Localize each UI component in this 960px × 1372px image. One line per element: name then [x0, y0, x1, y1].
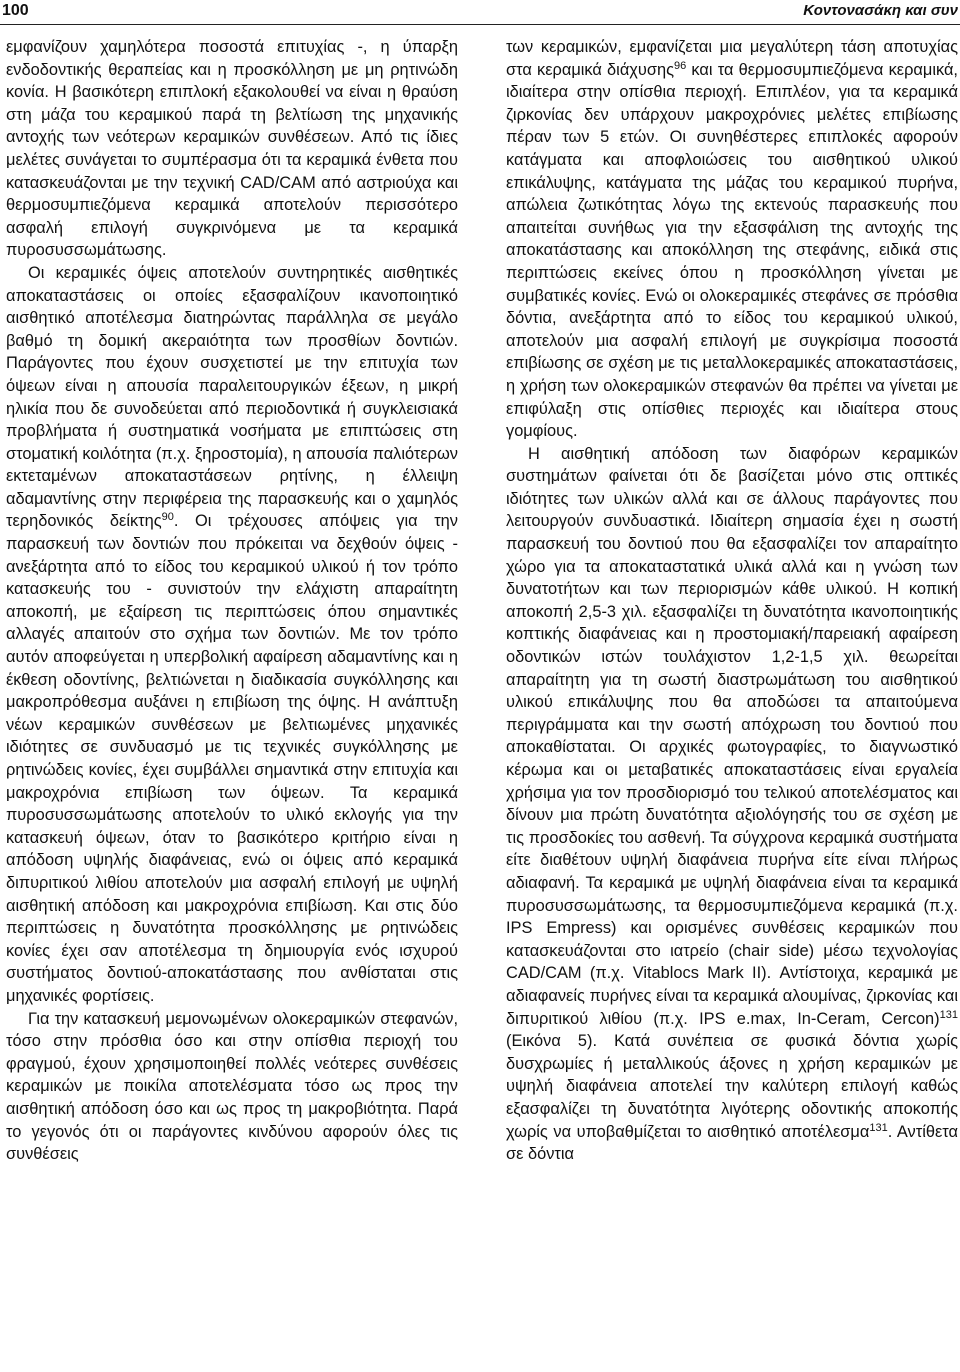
- left-paragraph-2-text-b: . Οι τρέχουσες απόψεις για την παρασκευή των δοντιών που πρόκειται να δεχθούν όψεις - ανεξάρτητα από το είδος του κεραμικού υλικού ή τον τρόπο κατασκευής του - συνιστούν την ελάχιστη απαραίτητη αποκοπή, με εξαίρεση τις περιπτώσεις όπου σημαντικές αλλαγές απαιτούν στο σχήμα των δοντιών. Με τον τρόπο αυτόν αποφεύγεται η υπερβολική αφαίρεση αδαμαντίνης και η έκθεση οδοντίνης, βελτιώνεται η διαδικασία συγκόλλησης και μακροπρόθεσμα αυξάνει η επιβίωση της όψης. Η ανάπτυξη νέων κεραμικών συνθέσεων με βελτιωμένες μηχανικές ιδιότητες σε συνδυασμό με τις τεχνικές συγκόλλησης με ρητινώδεις κονίες, έχει συμβάλλει σημαντικά στην επιτυχία και μακροχρόνια επιβίωση των όψεων. Τα κεραμικά πυροσυσσωμάτωσης αποτελούν το υλικό εκλογής για την κατασκευή όψεων, όταν το βασικότερο κριτήριο είναι η απόδοση υψηλής διαφάνειας, ενώ οι όψεις από κεραμικά διπυριτικού λιθίου αποτελούν μια ασφαλή επιλογή με υψηλή αισθητική απόδοση και μακροχρόνια επιβίωση. Και στις δύο περιπτώσεις η δυνατότητα προσκόλλησης με ρητινώδεις κονίες έχει σαν αποτέλεσμα τη δημιουργία ενός ισχυρού συστήματος δοντιού-αποκατάστασης που ανθίσταται στις μηχανικές φορτίσεις.: [6, 512, 458, 1005]
- page-number: 100: [2, 2, 29, 19]
- right-paragraph-1-text-b: και τα θερμοσυμπιεζόμενα κεραμικά, ιδιαίτερα στην οπίσθια περιοχή. Επιπλέον, για τα κεραμικά ζιρκονίας δεν υπάρχουν μακροχρόνιες μελέτες επιβίωσης πέραν των 5 ετών. Οι συνηθέστερες επιπλοκές αφορούν κατάγματα και αποφλοιώσεις του αισθητικού υλικού επικάλυψης, κατάγματα της μάζας του κεραμικού πυρήνα, απώλεια ζωτικότητας λόγω της εκτενούς παρασκευής που απαιτείται συνήθως για την εξασφάλιση της αντοχής της αποκατάστασης και αποκόλληση της στεφάνης, ειδικά στις περιπτώσεις εκείνες όπου η προσκόλληση γίνεται με συμβατικές κονίες. Ενώ οι ολοκεραμικές στεφάνες σε πρόσθια δόντια, ανεξάρτητα από το είδος του κεραμικού υλικού, αποτελούν μια ασφαλή επιλογή με συγκρίσιμα ποσοστά επιβίωσης σε σχέση με τις μεταλλοκεραμικές αποκαταστάσεις, η χρήση των ολοκεραμικών στεφανών θα πρέπει να γίνεται με επιφύλαξη στις οπίσθιες περιοχές και ιδιαίτερα στους γομφίους.: [506, 60, 958, 441]
- left-paragraph-2: [6, 262, 458, 1008]
- right-paragraph-1-text-a: των κεραμικών, εμφανίζεται μια μεγαλύτερη τάση αποτυχίας στα κεραμικά διάχυσης: [506, 38, 958, 79]
- reference-superscript: 131: [939, 1008, 958, 1021]
- left-paragraph-1: εμφανίζουν χαμηλότερα ποσοστά επιτυχίας -, η ύπαρξη ενδοδοντικής θεραπείας και η προσκόλληση με μη ρητινώδη κονία. Η βασικότερη επιπλοκή εξακολουθεί να είναι η θραύση στη μάζα του κεραμικού παρά τη βελτίωση της μηχανικής αντοχής των νεότερων κεραμικών συνθέσεων. Από τις ίδιες μελέτες συνάγεται το συμπέρασμα ότι τα κεραμικά ένθετα που κατασκευάζονται με την τεχνική CAD/CAM από αστριούχα και θερμοσυμπιεζόμενα κεραμικά αποτελούν περισσότερο ασφαλή επιλογή συγκρινόμενα με τα κεραμικά πυροσυσσωμάτωσης.: [6, 38, 458, 260]
- reference-superscript: 131: [869, 1121, 888, 1134]
- right-paragraph-2-text-a: Η αισθητική απόδοση των διαφόρων κεραμικών συστημάτων φαίνεται ότι δε βασίζεται μόνο στις οπτικές ιδιότητες των υλικών αλλά και σε άλλους παράγοντες που λειτουργούν συνδυαστικά. Ιδιαίτερη σημασία έχει η σωστή παρασκευή του δοντιού που θα εξασφαλίζει τον απαραίτητο χώρο για τα αποκαταστατικά υλικά αλλά και η γνώση των δυνατοτήτων και των περιορισμών κάθε υλικού. Η κοπική αποκοπή 2,5-3 χιλ. εξασφαλίζει τη δυνατότητα ικανοποιητικής κοπτικής διαφάνειας και η προστομιακή/παρειακή αφαίρεση οδοντικών ιστών τουλάχιστον 1,2-1,5 χιλ. θεωρείται απαραίτητη για τη σωστή διαστρωμάτωση του αισθητικού υλικού επικάλυψης που θα αποδώσει τα απαιτούμενα περιγράμματα και την σωστή απόχρωση του δοντιού που αποκαθίσταται. Οι αρχικές φωτογραφίες, το διαγνωστικό κέρωμα και οι μεταβατικές αποκαταστάσεις είναι εργαλεία χρήσιμα για τον προσδιορισμό του τελικού αποτελέσματος και δίνουν μια πρώτη δυνατότητα αξιολόγησής του σε σχέση με τις προσδοκίες του ασθενή. Τα σύγχρονα κεραμικά συστήματα είτε διαθέτουν υψηλή διαφάνεια πυρήνα είτε είναι πλήρως αδιαφανή. Τα κεραμικά με υψηλή διαφάνεια είναι τα κεραμικά πυροσυσσωμάτωσης, τα θερμοσυμπιεζόμενα κεραμικά (π.χ. IPS Empress) και ορισμένες συνθέσεις κεραμικών που κατασκευάζονται στο ιατρείο (chair side) μέσω τεχνολογίας CAD/CAM (π.χ. Vitablocs Mark II). Αντίστοιχα, κεραμικά με αδιαφανείς πυρήνες είναι τα κεραμικά αλουμίνας, ζιρκονίας και διπυριτικού λιθίου (π.χ. IPS e.max, In-Ceram, Cercon): [506, 444, 958, 1028]
- left-column: [6, 36, 458, 1368]
- right-paragraph-2-text-b: (Εικόνα 5). Κατά συνέπεια σε φυσικά δόντια χωρίς δυσχρωμίες ή μεταλλικούς άξονες η χρήση κεραμικών με υψηλή διαφάνεια αποτελεί την καλύτερη επιλογή καθώς εξασφαλίζει τη δυνατότητα λιγότερης οδοντικής αποκοπής χωρίς να υποβαθμίζεται το αισθητικό αποτέλεσμα: [506, 1032, 958, 1141]
- right-paragraph-2-text-c: . Αντίθετα σε δόντια: [506, 1122, 958, 1164]
- right-paragraph-1: [506, 36, 958, 443]
- left-paragraph-2-text-a: Οι κεραμικές όψεις αποτελούν συντηρητικές αισθητικές αποκαταστάσεις οι οποίες εξασφαλίζουν ικανοποιητικό αισθητικό αποτέλεσμα διατηρώντας παράλληλα σε μεγάλο βαθμό τη δομική ακεραιότητα των προσθίων δοντιών. Παράγοντες που έχουν συσχετιστεί με την επιτυχία των όψεων είναι η απουσία παραλειτουργικών έξεων, η μικρή ηλικία που δε συνοδεύεται από περιοδοντικά ή συγκλεισιακά προβλήματα ή συστηματικά νοσήματα με επιπτώσεις στη στοματική κοιλότητα (π.χ. ξηροστομία), η απουσία παλιότερων εκτεταμένων αποκαταστάσεων ρητίνης, η έλλειψη αδαμαντίνης στην περιφέρεια της παρασκευής και ο χαμηλός τερηδονικός δείκτης: [6, 263, 458, 531]
- right-column: [506, 36, 958, 1368]
- page-header: [0, 0, 960, 25]
- right-paragraph-2: [506, 443, 958, 1166]
- running-head: Κοντονασάκη και συν: [803, 2, 958, 19]
- left-paragraph-3: Για την κατασκευή μεμονωμένων ολοκεραμικών στεφανών, τόσο στην πρόσθια όσο και στην οπίσθια περιοχή του φραγμού, έχουν χρησιμοποιηθεί πολλές νεότερες συνθέσεις κεραμικών με ποικίλα αποτελέσματα τόσο ως προς την αισθητική απόδοση όσο και ως προς τη μακροβιότητα. Παρά το γεγονός ότι οι παράγοντες κινδύνου αφορούν όλες τις συνθέσεις: [6, 1009, 458, 1164]
- reference-superscript: 96: [674, 59, 687, 72]
- reference-superscript: 90: [161, 511, 174, 524]
